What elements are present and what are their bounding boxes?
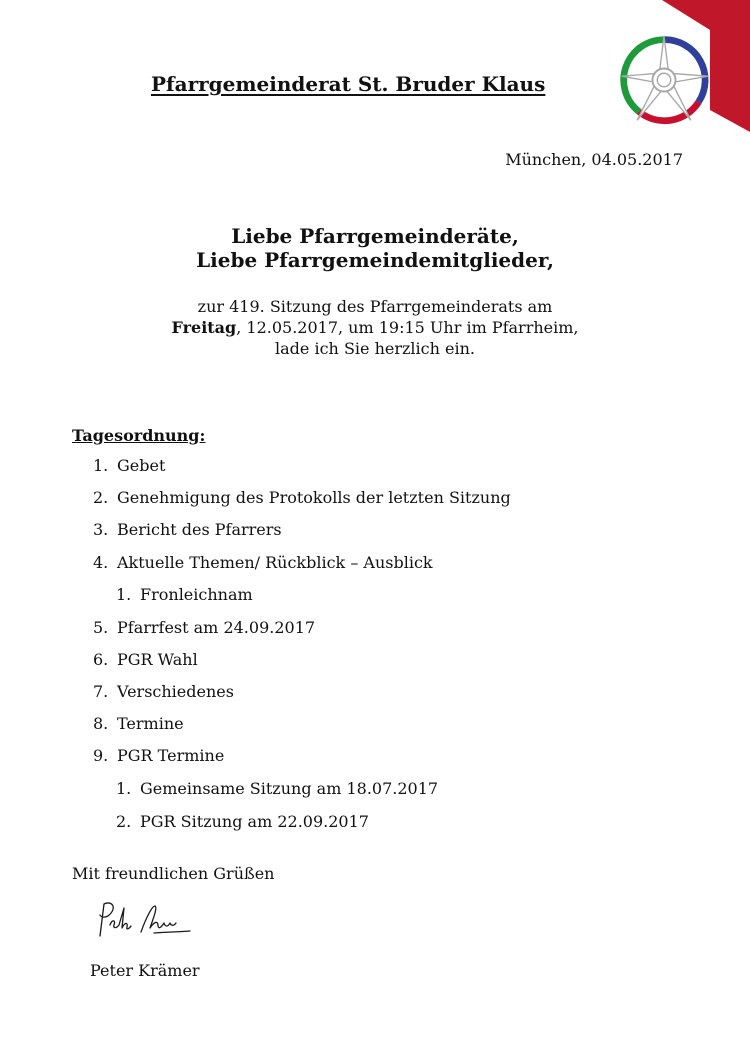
agenda-item: 2. Genehmigung des Protokolls der letzten Sitzung — [93, 488, 511, 507]
invitation-text — [0, 296, 750, 359]
weekday: Freitag — [171, 318, 237, 337]
agenda-item: 1. Gebet — [93, 456, 166, 475]
agenda-subitem: 1. Fronleichnam — [116, 585, 253, 604]
agenda-item: 7. Verschiedenes — [93, 682, 234, 701]
agenda-subitem: 2. PGR Sitzung am 22.09.2017 — [116, 812, 369, 831]
signer-name: Peter Krämer — [90, 961, 200, 980]
greeting — [0, 224, 750, 272]
invitation-date-place: , 12.05.2017, um 19:15 Uhr im Pfarrheim, — [236, 318, 579, 337]
agenda-item: 4. Aktuelle Themen/ Rückblick – Ausblick — [93, 553, 433, 572]
agenda-title: Tagesordnung: — [72, 426, 206, 445]
closing-text: Mit freundlichen Grüßen — [72, 864, 275, 883]
parish-star-logo-icon — [616, 32, 712, 128]
agenda-item: 5. Pfarrfest am 24.09.2017 — [93, 618, 316, 637]
agenda-item: 8. Termine — [93, 714, 184, 733]
handwritten-signature-icon — [92, 898, 196, 944]
date-line: München, 04.05.2017 — [505, 150, 683, 169]
document-title: Pfarrgemeinderat St. Bruder Klaus — [151, 72, 546, 96]
agenda-item: 9. PGR Termine — [93, 746, 225, 765]
invitation-line: lade ich Sie herzlich ein. — [275, 339, 475, 358]
agenda-item: 3. Bericht des Pfarrers — [93, 520, 282, 539]
agenda-subitem: 1. Gemeinsame Sitzung am 18.07.2017 — [116, 779, 439, 798]
greeting-line: Liebe Pfarrgemeindemitglieder, — [196, 248, 554, 272]
invitation-line: zur 419. Sitzung des Pfarrgemeinderats am — [197, 297, 553, 316]
invitation-line — [0, 317, 750, 338]
greeting-line: Liebe Pfarrgemeinderäte, — [231, 224, 519, 248]
agenda-item: 6. PGR Wahl — [93, 650, 198, 669]
